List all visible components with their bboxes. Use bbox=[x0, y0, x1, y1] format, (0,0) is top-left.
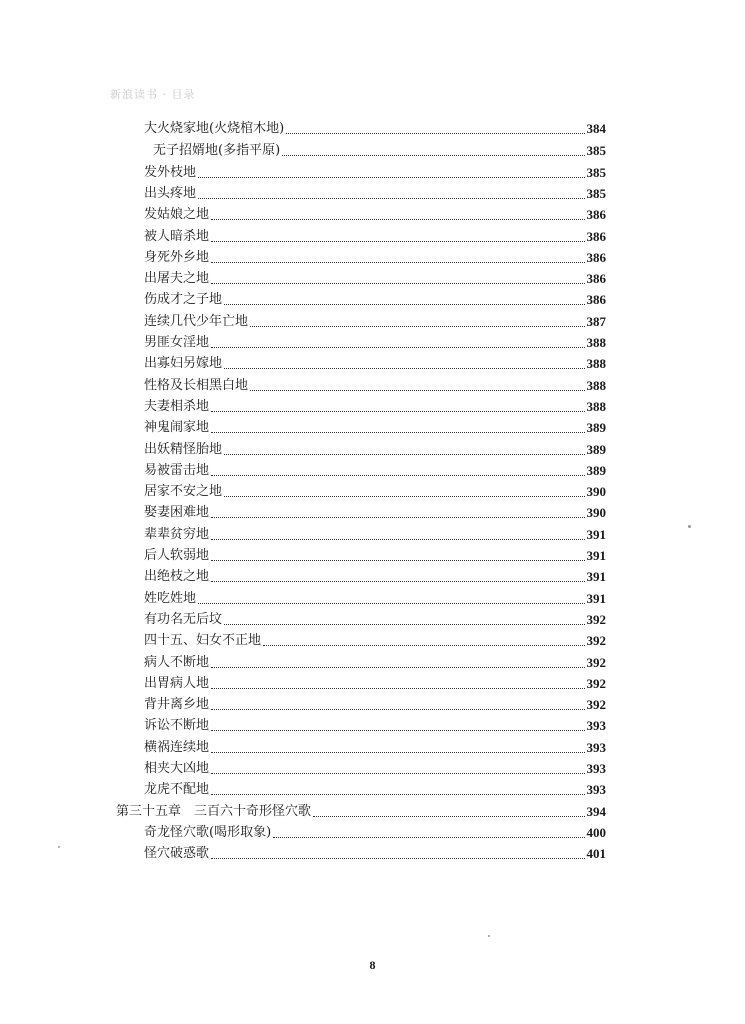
leader-dots bbox=[211, 411, 584, 412]
toc-entry-page: 391 bbox=[586, 527, 606, 542]
toc-entry[interactable] bbox=[144, 227, 606, 247]
leader-dots bbox=[224, 454, 584, 455]
toc-entry-label: 大火烧家地(火烧棺木地) bbox=[144, 121, 285, 136]
toc-chapter-label: 第三十五章 三百六十奇形怪穴歌 bbox=[116, 804, 312, 819]
toc-entry-label: 有功名无后坟 bbox=[144, 612, 223, 627]
leader-dots bbox=[211, 262, 584, 263]
toc-entry[interactable] bbox=[144, 844, 606, 864]
toc-entry-label: 伤成才之子地 bbox=[144, 292, 223, 307]
toc-entry[interactable] bbox=[144, 354, 606, 374]
toc-entry[interactable] bbox=[144, 461, 606, 481]
toc-entry-page: 387 bbox=[586, 314, 606, 329]
toc-entry[interactable] bbox=[144, 269, 606, 289]
toc-entry-label: 奇龙怪穴歌(喝形取象) bbox=[144, 825, 272, 840]
leader-dots bbox=[224, 304, 584, 305]
toc-entry-page: 385 bbox=[586, 143, 606, 158]
toc-entry-label: 娶妻困难地 bbox=[144, 505, 210, 520]
leader-dots bbox=[211, 773, 584, 774]
toc-entry-label: 出胃病人地 bbox=[144, 676, 210, 691]
toc-entry-label: 四十五、妇女不正地 bbox=[144, 633, 262, 648]
toc-entry-label: 身死外乡地 bbox=[144, 250, 210, 265]
toc-entry-label: 辈辈贫穷地 bbox=[144, 527, 210, 542]
toc-entry[interactable] bbox=[144, 738, 606, 758]
toc-entry-label: 无子招婿地(多指平原) bbox=[153, 143, 281, 158]
leader-dots bbox=[250, 326, 584, 327]
toc-entry[interactable] bbox=[144, 653, 606, 673]
toc-entry-page: 401 bbox=[586, 846, 606, 861]
toc-entry[interactable] bbox=[144, 567, 606, 587]
toc-entry-label: 后人软弱地 bbox=[144, 548, 210, 563]
toc-entry-label: 横祸连续地 bbox=[144, 740, 210, 755]
leader-dots bbox=[211, 730, 584, 731]
leader-dots bbox=[211, 219, 584, 220]
toc-entry-label: 龙虎不配地 bbox=[144, 782, 210, 797]
toc-entry-page: 386 bbox=[586, 250, 606, 265]
toc-entry-label: 出绝枝之地 bbox=[144, 569, 210, 584]
toc-entry-label: 被人暗杀地 bbox=[144, 229, 210, 244]
toc-entry-label: 诉讼不断地 bbox=[144, 718, 210, 733]
toc-entry-page: 392 bbox=[586, 676, 606, 691]
leader-dots bbox=[211, 517, 584, 518]
leader-dots bbox=[211, 709, 584, 710]
scan-speck bbox=[58, 846, 60, 848]
toc-entry[interactable] bbox=[144, 397, 606, 417]
toc-entry-page: 391 bbox=[586, 569, 606, 584]
running-header: 新浪读书 · 目录 bbox=[110, 88, 196, 101]
toc-entry[interactable] bbox=[144, 631, 606, 651]
toc-entry[interactable] bbox=[144, 482, 606, 502]
leader-dots bbox=[224, 624, 584, 625]
toc-entry[interactable] bbox=[144, 823, 606, 843]
toc-entry[interactable] bbox=[144, 610, 606, 630]
leader-dots bbox=[273, 837, 584, 838]
leader-dots bbox=[313, 816, 584, 817]
toc-entry-label: 神鬼闹家地 bbox=[144, 420, 210, 435]
leader-dots bbox=[211, 241, 584, 242]
leader-dots bbox=[211, 283, 584, 284]
toc-entry-page: 389 bbox=[586, 420, 606, 435]
leader-dots bbox=[224, 368, 584, 369]
toc-entry[interactable] bbox=[144, 119, 606, 139]
toc-entry[interactable] bbox=[144, 440, 606, 460]
toc-entry-label: 居家不安之地 bbox=[144, 484, 223, 499]
toc-entry[interactable] bbox=[144, 163, 606, 183]
leader-dots bbox=[211, 581, 584, 582]
toc-entry[interactable] bbox=[144, 290, 606, 310]
toc-entry-page: 393 bbox=[586, 761, 606, 776]
toc-entry-page: 393 bbox=[586, 782, 606, 797]
toc-entry-page: 393 bbox=[586, 718, 606, 733]
leader-dots bbox=[211, 347, 584, 348]
leader-dots bbox=[211, 560, 584, 561]
toc-entry-label: 出屠夫之地 bbox=[144, 271, 210, 286]
toc-entry-page: 389 bbox=[586, 442, 606, 457]
toc-entry-page: 388 bbox=[586, 399, 606, 414]
toc-entry-label: 发外枝地 bbox=[144, 165, 197, 180]
toc-entry[interactable] bbox=[153, 141, 606, 161]
leader-dots bbox=[198, 198, 584, 199]
toc-entry[interactable] bbox=[144, 695, 606, 715]
leader-dots bbox=[263, 645, 584, 646]
toc-entry[interactable] bbox=[144, 333, 606, 353]
toc-entry-page: 385 bbox=[586, 186, 606, 201]
toc-entry-label: 连续几代少年亡地 bbox=[144, 314, 249, 329]
toc-entry-page: 388 bbox=[586, 378, 606, 393]
toc-entry-page: 394 bbox=[586, 804, 606, 819]
toc-entry-page: 386 bbox=[586, 271, 606, 286]
toc-entry-label: 夫妻相杀地 bbox=[144, 399, 210, 414]
leader-dots bbox=[198, 177, 584, 178]
toc-entry[interactable] bbox=[144, 418, 606, 438]
toc-entry-page: 385 bbox=[586, 165, 606, 180]
toc-entry-label: 出寡妇另嫁地 bbox=[144, 356, 223, 371]
leader-dots bbox=[286, 133, 584, 134]
toc-entry-label: 发姑娘之地 bbox=[144, 207, 210, 222]
toc-entry-page: 392 bbox=[586, 633, 606, 648]
toc-chapter-entry[interactable] bbox=[116, 802, 606, 822]
toc-entry-page: 393 bbox=[586, 740, 606, 755]
leader-dots bbox=[250, 390, 584, 391]
toc-entry[interactable] bbox=[144, 546, 606, 566]
toc-entry-label: 男匪女淫地 bbox=[144, 335, 210, 350]
toc-entry-label: 背井离乡地 bbox=[144, 697, 210, 712]
leader-dots bbox=[211, 667, 584, 668]
toc-entry-page: 384 bbox=[586, 121, 606, 136]
toc-entry[interactable] bbox=[144, 674, 606, 694]
toc-entry-label: 性格及长相黑白地 bbox=[144, 378, 249, 393]
toc-entry-page: 400 bbox=[586, 825, 606, 840]
leader-dots bbox=[211, 688, 584, 689]
toc-entry[interactable] bbox=[144, 376, 606, 396]
leader-dots bbox=[211, 752, 584, 753]
leader-dots bbox=[224, 496, 584, 497]
toc-entry-label: 病人不断地 bbox=[144, 655, 210, 670]
toc-entry-page: 390 bbox=[586, 484, 606, 499]
toc-entry-page: 391 bbox=[586, 591, 606, 606]
toc-entry[interactable] bbox=[144, 716, 606, 736]
toc-entry[interactable] bbox=[144, 205, 606, 225]
toc-entry-page: 392 bbox=[586, 612, 606, 627]
toc-entry[interactable] bbox=[144, 184, 606, 204]
leader-dots bbox=[198, 603, 584, 604]
leader-dots bbox=[211, 858, 584, 859]
leader-dots bbox=[211, 432, 584, 433]
toc-entry-label: 出妖精怪胎地 bbox=[144, 442, 223, 457]
toc-entry-page: 391 bbox=[586, 548, 606, 563]
toc-entry-page: 386 bbox=[586, 229, 606, 244]
toc-entry-page: 392 bbox=[586, 655, 606, 670]
toc-entry-page: 386 bbox=[586, 292, 606, 307]
toc-entry-label: 相夹大凶地 bbox=[144, 761, 210, 776]
toc-entry-label: 姓吃姓地 bbox=[144, 591, 197, 606]
toc-entry[interactable] bbox=[144, 780, 606, 800]
toc-entry-label: 怪穴破惑歌 bbox=[144, 846, 210, 861]
leader-dots bbox=[211, 794, 584, 795]
toc-entry-label: 易被雷击地 bbox=[144, 463, 210, 478]
toc-entry-page: 390 bbox=[586, 505, 606, 520]
scan-speck bbox=[488, 935, 490, 937]
toc-entry-page: 388 bbox=[586, 356, 606, 371]
toc-entry[interactable] bbox=[144, 589, 606, 609]
toc-entry-page: 389 bbox=[586, 463, 606, 478]
leader-dots bbox=[211, 475, 584, 476]
toc-entry[interactable] bbox=[144, 312, 606, 332]
leader-dots bbox=[282, 155, 584, 156]
toc-entry-label: 出头疼地 bbox=[144, 186, 197, 201]
leader-dots bbox=[211, 539, 584, 540]
toc-entry[interactable] bbox=[144, 525, 606, 545]
page-number: 8 bbox=[369, 958, 376, 972]
toc-entry-page: 388 bbox=[586, 335, 606, 350]
toc-entry[interactable] bbox=[144, 248, 606, 268]
scan-speck bbox=[688, 525, 691, 528]
toc-entry-page: 392 bbox=[586, 697, 606, 712]
toc-entry-page: 386 bbox=[586, 207, 606, 222]
toc-entry[interactable] bbox=[144, 759, 606, 779]
toc-entry[interactable] bbox=[144, 503, 606, 523]
